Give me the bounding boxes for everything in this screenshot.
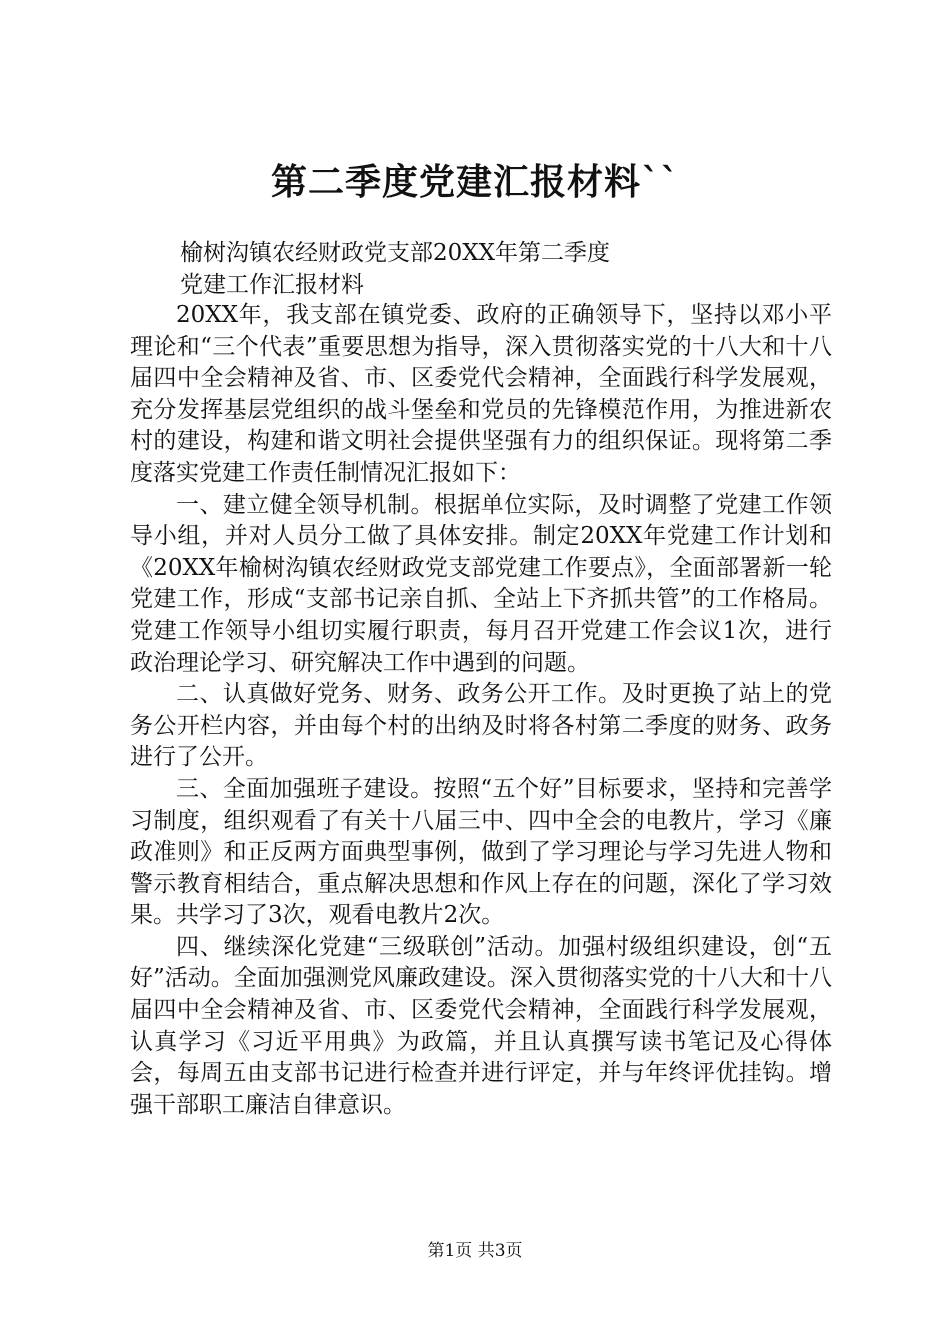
paragraph-section-3: 三、全面加强班子建设。按照“五个好”目标要求，坚持和完善学习制度，组织观看了有关十八届三中、四中全会的电教片，学习《廉政准则》和正反两方面典型事例，做到了学习理论与学习先进人物和警示教育相结合，重点解决思想和作风上存在的问题，深化了学习效果。共学习了3次，观看电教片2次。: [130, 775, 832, 929]
paragraph-section-4: 四、继续深化党建“三级联创”活动。加强村级组织建设，创“五好”活动。全面加强测党风廉政建设。深入贯彻落实党的十八大和十八届四中全会精神及省、市、区委党代会精神，全面践行科学发展观，认真学习《习近平用典》为政篇，并且认真撰写读书笔记及心得体会，每周五由支部书记进行检查并进行评定，并与年终评优挂钩。增强干部职工廉洁自律意识。: [130, 933, 832, 1118]
document-title: 第二季度党建汇报材料``: [270, 161, 679, 203]
document-subtitle-line-1: 榆树沟镇农经财政党支部20XX年第二季度: [180, 240, 611, 266]
page-number-footer: 第1页 共3页: [427, 1241, 523, 1261]
document-body: [130, 300, 832, 1121]
paragraph-section-2: 二、认真做好党务、财务、政务公开工作。及时更换了站上的党务公开栏内容，并由每个村的出纳及时将各村第二季度的财务、政务进行了公开。: [130, 681, 832, 771]
paragraph-intro: 20XX年，我支部在镇党委、政府的正确领导下，坚持以邓小平理论和“三个代表”重要思想为指导，深入贯彻落实党的十八大和十八届四中全会精神及省、市、区委党代会精神，全面践行科学发展观，充分发挥基层党组织的战斗堡垒和党员的先锋模范作用，为推进新农村的建设，构建和谐文明社会提供坚强有力的组织保证。现将第二季度落实党建工作责任制情况汇报如下：: [130, 302, 832, 486]
paragraph-section-1: 一、建立健全领导机制。根据单位实际，及时调整了党建工作领导小组，并对人员分工做了具体安排。制定20XX年党建工作计划和《20XX年榆树沟镇农经财政党支部党建工作要点》，全面部署新一轮党建工作，形成“支部书记亲自抓、全站上下齐抓共管”的工作格局。党建工作领导小组切实履行职责，每月召开党建工作会议1次，进行政治理论学习、研究解决工作中遇到的问题。: [130, 491, 832, 676]
document-subtitle-line-2: 党建工作汇报材料: [180, 272, 364, 298]
